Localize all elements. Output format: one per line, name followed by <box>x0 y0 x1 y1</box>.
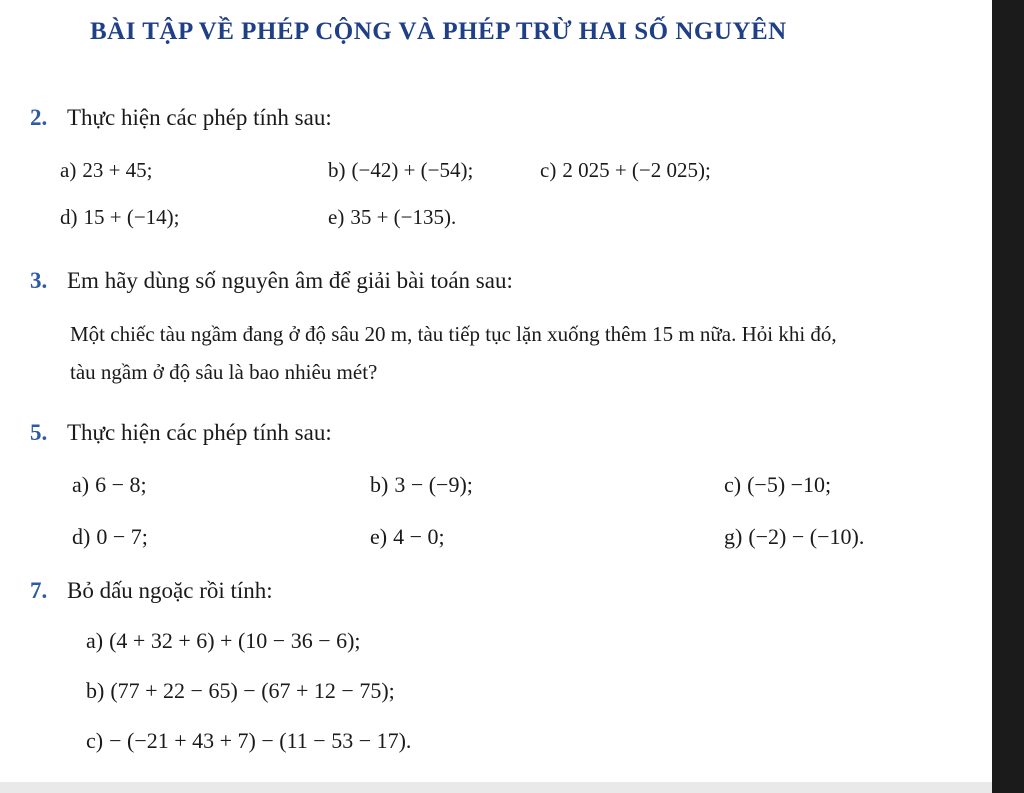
question-number: 7. <box>30 578 48 603</box>
q2-item-e: e) 35 + (−135). <box>328 205 457 229</box>
question-number: 5. <box>30 420 48 445</box>
question-number: 2. <box>30 105 48 130</box>
q2-item-d: d) 15 + (−14); <box>60 205 180 229</box>
q3-problem-line-2: tàu ngầm ở độ sâu là bao nhiêu mét? <box>70 360 378 384</box>
q7-item-c: c) − (−21 + 43 + 7) − (11 − 53 − 17). <box>86 728 412 753</box>
question-text: Thực hiện các phép tính sau: <box>67 105 332 130</box>
q7-item-a: a) (4 + 32 + 6) + (10 − 36 − 6); <box>86 628 361 653</box>
question-text: Em hãy dùng số nguyên âm để giải bài toán sau: <box>67 268 513 293</box>
q3-problem-line-1: Một chiếc tàu ngầm đang ở độ sâu 20 m, tàu tiếp tục lặn xuống thêm 15 m nữa. Hỏi khi đó, <box>70 322 837 346</box>
question-2-heading <box>30 105 332 131</box>
q5-item-b: b) 3 − (−9); <box>370 472 473 497</box>
page-title: BÀI TẬP VỀ PHÉP CỘNG VÀ PHÉP TRỪ HAI SỐ NGUYÊN <box>90 18 787 45</box>
q2-item-c: c) 2 025 + (−2 025); <box>540 158 711 182</box>
question-number: 3. <box>30 268 48 293</box>
q2-item-a: a) 23 + 45; <box>60 158 153 182</box>
q5-item-g: g) (−2) − (−10). <box>724 524 865 549</box>
q5-item-e: e) 4 − 0; <box>370 524 445 549</box>
q5-item-d: d) 0 − 7; <box>72 524 148 549</box>
q7-item-b: b) (77 + 22 − 65) − (67 + 12 − 75); <box>86 678 395 703</box>
question-7-heading <box>30 578 273 604</box>
question-5-heading <box>30 420 332 446</box>
question-text: Bỏ dấu ngoặc rồi tính: <box>67 578 273 603</box>
q5-item-c: c) (−5) −10; <box>724 472 832 497</box>
question-text: Thực hiện các phép tính sau: <box>67 420 332 445</box>
screen-edge-strip <box>992 0 1024 793</box>
q2-item-b: b) (−42) + (−54); <box>328 158 474 182</box>
q5-item-a: a) 6 − 8; <box>72 472 147 497</box>
question-3-heading <box>30 268 513 294</box>
